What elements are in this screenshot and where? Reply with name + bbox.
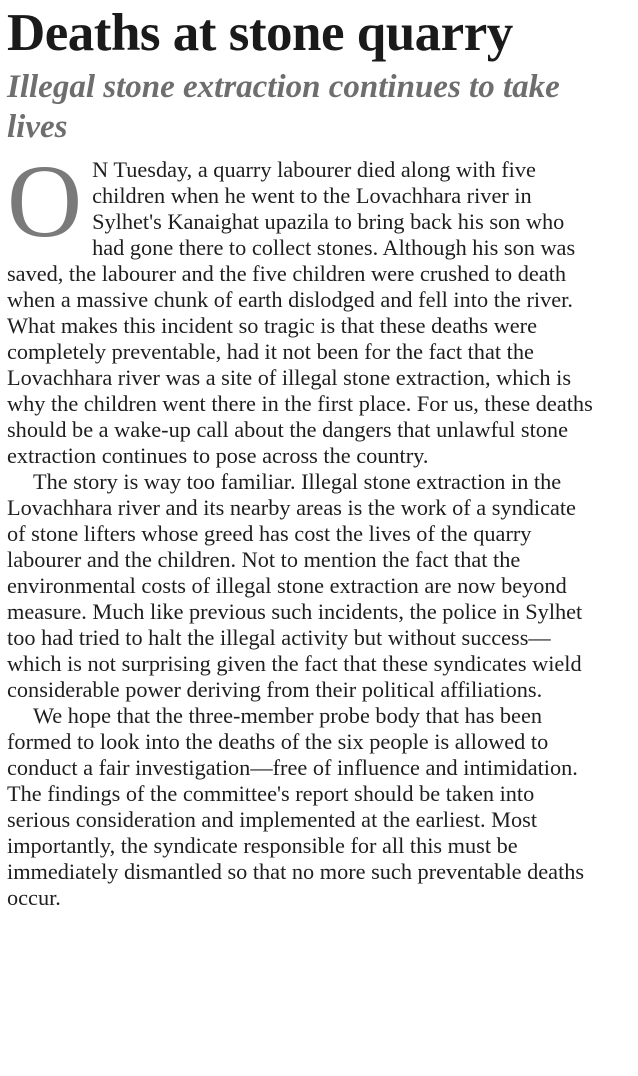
subheadline: Illegal stone extraction continues to take lives	[7, 69, 560, 145]
paragraph-2: The story is way too familiar. Illegal stone extraction in the Lovachhara river and its nearby areas is the work of a syndicate of stone lifters whose greed has cost the lives of the quarry labourer and the children. Not to mention the fact that the environmental costs of illegal stone extraction are now beyond measure. Much like previous such incidents, the police in Sylhet too had tried to halt the illegal activity but without success—which is not surprising given the fact that these syndicates wield considerable power deriving from their political affiliations.	[7, 469, 583, 702]
paragraph-3: We hope that the three-member probe body that has been formed to look into the deaths of the six people is allowed to conduct a fair investigation—free of influence and intimidation. The findings of the committee's report should be taken into serious consideration and implemented at the earliest. Most importantly, the syndicate responsible for all this must be immediately dismantled so that no more such preventable deaths occur.	[7, 703, 585, 910]
article-body	[7, 144, 597, 911]
paragraph-1: N Tuesday, a quarry labourer died along with five children when he went to the Lovachhara river in Sylhet's Kanaighat upazila to bring back his son who had gone there to collect stones. Although his son was saved, the labourer and the five children were crushed to death when a massive chunk of earth dislodged and fell into the river. What makes this incident so tragic is that these deaths were completely preventable, had it not been for the fact that the Lovachhara river was a site of illegal stone extraction, which is why the children went there in the first place. For us, these deaths should be a wake-up call about the dangers that unlawful stone extraction continues to pose across the country.	[7, 157, 593, 468]
editorial-article	[7, 4, 597, 911]
drop-cap: O	[7, 144, 83, 259]
headline: Deaths at stone quarry	[7, 4, 513, 62]
